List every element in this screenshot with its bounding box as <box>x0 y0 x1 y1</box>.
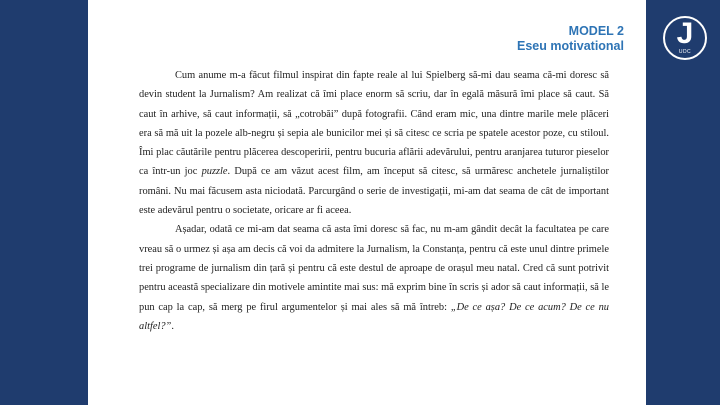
paragraph-2-emphasis: „De ce așa? De ce acum? De ce nu altfel?” <box>139 301 609 332</box>
essay-paragraph-1 <box>139 66 609 220</box>
paragraph-1-text-a: Cum anume m-a făcut filmul inspirat din fapte reale al lui Spielberg să-mi dau seama că-mi doresc să devin student la Jurnalism? Am realizat că îmi place enorm să scriu, dar în egală măsură îmi place să caut. Să caut în arhive, să caut informații, să „cotrobăi” după fotografii. Când eram mic, una dintre marile mele plăceri era să mă uit la pozele alb-negru și sepia ale bunicilor mei și să citesc ce scria pe spatele acestor poze, cu stiloul. Îmi plac căutările pentru plăcerea descoperirii, pentru bucuria aflării adevărului, pentru aranjarea tuturor pieselor ca într-un joc <box>139 70 609 178</box>
essay-paragraph-2 <box>139 220 609 336</box>
logo-subtitle: UDC <box>678 49 692 55</box>
paragraph-2-text-a: Așadar, odată ce mi-am dat seama că asta îmi doresc să fac, nu m-am gândit decât la facultatea pe care vreau să o urmez și așa am decis că voi da admitere la Jurnalism, la Constanța, pentru că este unul dintre primele trei programe de jurnalism din țară și pentru că este destul de aproape de orașul meu natal. Cred că sunt potrivit pentru această specializare din motivele amintite mai sus: mă exprim bine în scris și ador să caut informații, să le pun cap la cap, să merg pe firul argumentelor și mai ales să mă întreb: <box>139 224 609 313</box>
slide-subtitle: Eseu motivational <box>517 39 624 53</box>
paragraph-2-text-b: . <box>171 320 174 332</box>
essay-body <box>139 66 609 336</box>
udc-logo <box>663 16 707 60</box>
logo-letter: J <box>676 17 694 50</box>
paragraph-1-text-b: . După ce am văzut acest film, am început să citesc, să urmăresc anchetele jurnaliștilor români. Nu mai făcusem asta niciodată. Parcurgând o serie de investigații, mi-am dat seama de cât de important este adevărul pentru o societate, oricare ar fi aceea. <box>139 166 609 217</box>
slide-heading <box>517 24 624 54</box>
right-sidebar-band <box>646 0 720 405</box>
left-sidebar-band <box>0 0 88 405</box>
paragraph-1-emphasis: puzzle <box>201 166 228 178</box>
slide-title: MODEL 2 <box>568 24 624 38</box>
